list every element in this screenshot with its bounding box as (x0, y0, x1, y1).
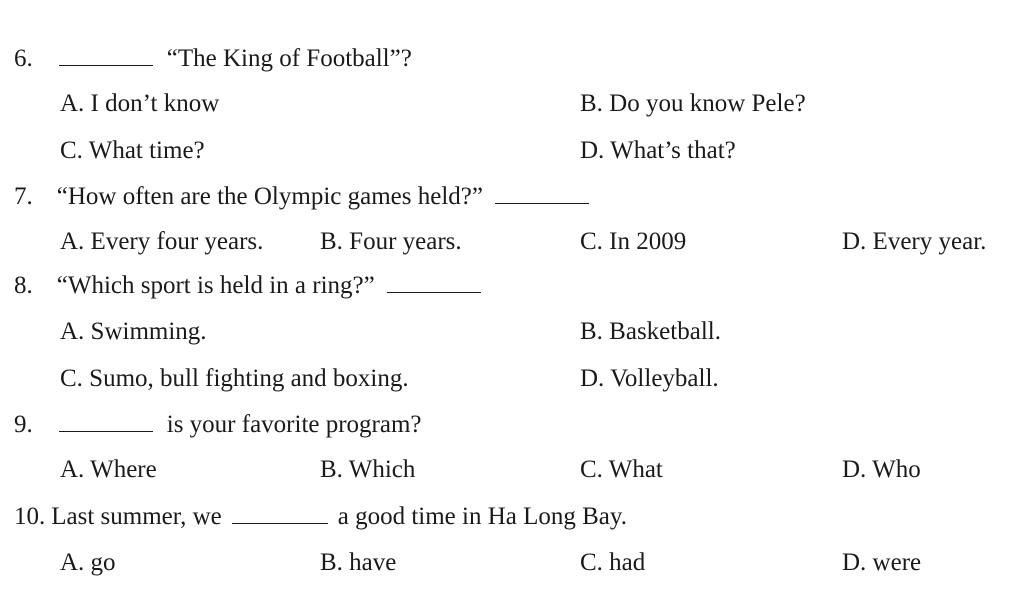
answer-blank (232, 502, 328, 524)
answer-blank (59, 410, 153, 432)
question-text: is your favorite program? (166, 411, 422, 438)
question-text: “How often are the Olympic games held?” (56, 183, 483, 210)
option-a: A. Swimming. (60, 318, 207, 345)
option-d: D. Volleyball. (580, 365, 719, 392)
answer-blank (495, 182, 589, 204)
question-number: 9. (14, 411, 33, 438)
question-text: “Which sport is held in a ring?” (56, 272, 375, 299)
option-a: A. Every four years. (60, 228, 264, 255)
option-a: A. Where (60, 456, 157, 483)
question-9-stem (14, 410, 422, 440)
question-6-stem (14, 44, 412, 74)
question-text-after: a good time in Ha Long Bay. (337, 503, 628, 530)
option-c: C. Sumo, bull fighting and boxing. (60, 365, 409, 392)
question-number: 6. (14, 45, 33, 72)
option-d: D. Who (842, 456, 921, 483)
answer-blank (59, 44, 153, 66)
question-7-stem (14, 182, 589, 212)
option-d: D. were (842, 549, 922, 576)
option-c: C. What (580, 456, 663, 483)
question-10-stem (14, 502, 627, 532)
option-b: B. Four years. (320, 228, 462, 255)
option-d: D. Every year. (842, 228, 987, 255)
option-b: B. Basketball. (580, 318, 721, 345)
option-a: A. I don’t know (60, 90, 220, 117)
option-b: B. Do you know Pele? (580, 90, 806, 117)
option-c: C. had (580, 549, 646, 576)
question-text-before: Last summer, we (51, 503, 222, 530)
option-d: D. What’s that? (580, 137, 736, 164)
option-c: C. What time? (60, 137, 205, 164)
option-b: B. have (320, 549, 397, 576)
question-text: “The King of Football”? (166, 45, 412, 72)
option-b: B. Which (320, 456, 416, 483)
option-c: C. In 2009 (580, 228, 687, 255)
answer-blank (387, 271, 481, 293)
question-8-stem (14, 271, 481, 301)
question-number: 7. (14, 183, 33, 210)
option-a: A. go (60, 549, 116, 576)
question-number: 8. (14, 272, 33, 299)
question-number: 10. (14, 503, 46, 530)
